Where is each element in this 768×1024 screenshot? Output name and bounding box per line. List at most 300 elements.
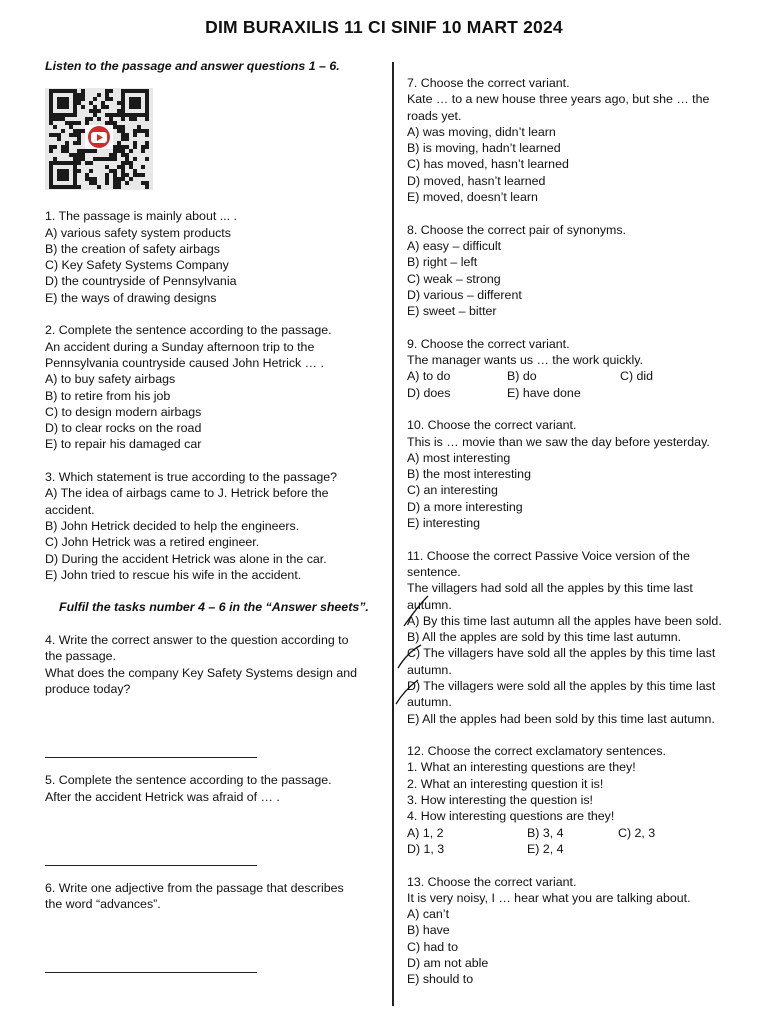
qr-module xyxy=(49,145,53,149)
qr-module xyxy=(65,173,69,177)
option: C) weak – strong xyxy=(407,271,501,286)
qr-module xyxy=(65,161,69,165)
question-stem: autumn. xyxy=(407,597,452,612)
qr-module xyxy=(113,145,117,149)
qr-module xyxy=(73,113,77,117)
qr-module xyxy=(73,153,77,157)
qr-module xyxy=(81,89,85,93)
qr-module xyxy=(125,153,129,157)
option: D) various – different xyxy=(407,287,522,302)
question-4 xyxy=(45,632,378,697)
qr-module xyxy=(137,97,141,101)
qr-module xyxy=(109,89,113,93)
option: E) should to xyxy=(407,972,474,987)
qr-module xyxy=(137,105,141,109)
question-stem: 4. Write the correct answer to the question according to xyxy=(45,633,349,648)
question-stem: 8. Choose the correct pair of synonyms. xyxy=(407,222,627,237)
qr-module xyxy=(121,125,125,129)
qr-module xyxy=(133,117,137,121)
qr-module xyxy=(49,105,53,109)
qr-module xyxy=(145,157,149,161)
option: B) right – left xyxy=(407,255,478,270)
qr-module xyxy=(57,177,61,181)
qr-module xyxy=(85,117,89,121)
qr-module xyxy=(57,169,61,173)
qr-module xyxy=(53,157,57,161)
qr-module xyxy=(69,125,73,129)
qr-module xyxy=(113,153,117,157)
qr-module xyxy=(73,177,77,181)
qr-module xyxy=(145,97,149,101)
option: D) does xyxy=(407,385,451,400)
qr-module xyxy=(57,89,61,93)
option: C) to design modern airbags xyxy=(45,404,202,419)
qr-module xyxy=(57,137,61,141)
qr-module xyxy=(73,105,77,109)
qr-module xyxy=(77,185,81,189)
qr-module xyxy=(81,97,85,101)
question-stem: Kate … to a new house three years ago, but she … the xyxy=(407,92,710,107)
qr-module xyxy=(49,181,53,185)
qr-module xyxy=(129,89,133,93)
option: E) interesting xyxy=(407,516,481,531)
option: C) did xyxy=(620,369,654,384)
qr-module xyxy=(85,161,89,165)
qr-module xyxy=(105,157,109,161)
option: B) the creation of safety airbags xyxy=(45,241,220,256)
qr-module xyxy=(133,101,137,105)
option: D) moved, hasn’t learned xyxy=(407,173,546,188)
option: C) The villagers have sold all the apples by this time last xyxy=(407,646,716,661)
option: B) 3, 4 xyxy=(527,825,564,840)
qr-module xyxy=(61,97,65,101)
qr-module xyxy=(137,125,141,129)
option: A) can’t xyxy=(407,907,450,922)
option: B) do xyxy=(507,369,537,384)
qr-module xyxy=(53,185,57,189)
option: A) By this time last autumn all the apples have been sold. xyxy=(407,613,722,628)
qr-module xyxy=(77,153,81,157)
qr-module xyxy=(53,89,57,93)
qr-module xyxy=(109,157,113,161)
qr-module xyxy=(81,157,85,161)
qr-module xyxy=(145,185,149,189)
qr-module xyxy=(109,121,113,125)
qr-module xyxy=(61,185,65,189)
question-stem: What does the company Key Safety Systems design and xyxy=(45,665,357,680)
qr-module xyxy=(125,133,129,137)
question-stem: The villagers had sold all the apples by this time last xyxy=(407,581,693,596)
qr-module xyxy=(77,149,81,153)
qr-module xyxy=(133,97,137,101)
qr-module xyxy=(69,113,73,117)
question-stem: 13. Choose the correct variant. xyxy=(407,874,577,889)
qr-module xyxy=(121,173,125,177)
column-divider xyxy=(392,62,394,1006)
option: E) 2, 4 xyxy=(527,841,564,856)
qr-module xyxy=(73,181,77,185)
qr-module xyxy=(85,149,89,153)
qr-module xyxy=(73,185,77,189)
qr-module xyxy=(61,105,65,109)
qr-module xyxy=(105,113,109,117)
option: A) to buy safety airbags xyxy=(45,372,176,387)
qr-module xyxy=(49,169,53,173)
right-column xyxy=(407,75,747,988)
question-stem: An accident during a Sunday afternoon trip to the xyxy=(45,339,315,354)
option: E) All the apples had been sold by this time last autumn. xyxy=(407,711,715,726)
page-title: DIM BURAXILIS 11 CI SINIF 10 MART 2024 xyxy=(205,17,563,37)
qr-module xyxy=(113,177,117,181)
qr-module xyxy=(97,185,101,189)
qr-module xyxy=(121,177,125,181)
qr-module xyxy=(121,161,125,165)
question-stem: sentence. xyxy=(407,564,461,579)
question-stem: produce today? xyxy=(45,681,131,696)
qr-module xyxy=(105,89,109,93)
qr-module xyxy=(129,97,133,101)
qr-module xyxy=(105,105,109,109)
qr-module xyxy=(93,177,97,181)
qr-module xyxy=(93,105,97,109)
qr-module xyxy=(109,113,113,117)
qr-module xyxy=(141,129,145,133)
qr-module xyxy=(69,153,73,157)
question-stem: 6. Write one adjective from the passage that describes xyxy=(45,880,344,895)
qr-module xyxy=(65,89,69,93)
question-stem: the passage. xyxy=(45,649,116,664)
qr-module xyxy=(61,173,65,177)
qr-module xyxy=(57,161,61,165)
qr-module xyxy=(73,121,77,125)
qr-module xyxy=(125,157,129,161)
qr-module xyxy=(85,177,89,181)
qr-module xyxy=(117,129,121,133)
qr-module xyxy=(53,117,57,121)
qr-module xyxy=(81,129,85,133)
qr-module xyxy=(105,181,109,185)
option: A) 1, 2 xyxy=(407,825,444,840)
option: A) easy – difficult xyxy=(407,238,502,253)
qr-module xyxy=(53,145,57,149)
qr-module xyxy=(93,113,97,117)
qr-module xyxy=(121,93,125,97)
qr-module xyxy=(65,97,69,101)
qr-module xyxy=(129,149,133,153)
qr-module xyxy=(101,157,105,161)
qr-module xyxy=(129,165,133,169)
qr-module xyxy=(97,157,101,161)
qr-module xyxy=(129,105,133,109)
qr-module xyxy=(93,181,97,185)
qr-module xyxy=(77,133,81,137)
qr-module xyxy=(49,133,53,137)
question-stem: The manager wants us … the work quickly. xyxy=(407,353,643,368)
qr-module xyxy=(133,105,137,109)
qr-module xyxy=(113,157,117,161)
question-stem: 1. The passage is mainly about ... . xyxy=(45,209,237,224)
qr-module xyxy=(121,133,125,137)
option: C) has moved, hasn’t learned xyxy=(407,157,569,172)
qr-module xyxy=(49,93,53,97)
sentence-item: 4. How interesting questions are they! xyxy=(407,809,615,824)
answer-sheet-instruction: Fulfil the tasks number 4 – 6 in the “Answer sheets”. xyxy=(59,600,369,615)
qr-module xyxy=(81,149,85,153)
qr-module xyxy=(61,129,65,133)
qr-module xyxy=(121,113,125,117)
qr-module xyxy=(61,101,65,105)
question-8 xyxy=(407,222,747,320)
qr-module xyxy=(117,101,121,105)
qr-module xyxy=(65,185,69,189)
qr-module xyxy=(133,169,137,173)
qr-module xyxy=(145,93,149,97)
qr-module xyxy=(121,145,125,149)
qr-module xyxy=(145,129,149,133)
option: C) John Hetrick was a retired engineer. xyxy=(45,535,260,550)
qr-module xyxy=(137,89,141,93)
qr-module xyxy=(117,109,121,113)
qr-module xyxy=(57,101,61,105)
question-1 xyxy=(45,208,378,306)
qr-module xyxy=(117,177,121,181)
qr-module xyxy=(121,169,125,173)
option: D) 1, 3 xyxy=(407,841,445,856)
qr-module xyxy=(73,157,77,161)
option: E) sweet – bitter xyxy=(407,304,497,319)
qr-module xyxy=(105,173,109,177)
qr-module xyxy=(77,161,81,165)
qr-module xyxy=(49,121,53,125)
qr-module xyxy=(141,181,145,185)
qr-module xyxy=(65,177,69,181)
question-3 xyxy=(45,469,378,583)
qr-module xyxy=(77,157,81,161)
qr-module xyxy=(61,113,65,117)
option: B) to retire from his job xyxy=(45,388,171,403)
left-column xyxy=(45,58,378,973)
qr-module xyxy=(101,101,105,105)
qr-module xyxy=(69,161,73,165)
qr-module xyxy=(125,181,129,185)
qr-module xyxy=(69,185,73,189)
qr-module xyxy=(125,113,129,117)
option-row xyxy=(407,841,747,857)
qr-module xyxy=(113,173,117,177)
option: E) moved, doesn’t learn xyxy=(407,190,538,205)
option: B) John Hetrick decided to help the engineers. xyxy=(45,518,300,533)
qr-module xyxy=(129,113,133,117)
qr-module xyxy=(133,133,137,137)
qr-module xyxy=(137,101,141,105)
qr-module xyxy=(61,89,65,93)
qr-module xyxy=(113,169,117,173)
qr-module xyxy=(97,109,101,113)
qr-code-image xyxy=(45,88,153,190)
qr-module xyxy=(49,165,53,169)
qr-module xyxy=(137,129,141,133)
qr-module xyxy=(133,157,137,161)
qr-module xyxy=(69,133,73,137)
qr-module xyxy=(73,89,77,93)
qr-module xyxy=(53,113,57,117)
qr-module xyxy=(125,137,129,141)
qr-module xyxy=(133,113,137,117)
qr-module xyxy=(85,173,89,177)
question-6 xyxy=(45,880,378,913)
question-stem: 9. Choose the correct variant. xyxy=(407,336,570,351)
question-11 xyxy=(407,548,747,727)
qr-module xyxy=(77,141,81,145)
qr-module xyxy=(77,121,81,125)
qr-module xyxy=(145,105,149,109)
qr-module xyxy=(105,177,109,181)
qr-module xyxy=(121,89,125,93)
question-stem: 3. Which statement is true according to the passage? xyxy=(45,470,338,485)
option-row xyxy=(407,368,747,384)
qr-module xyxy=(113,125,117,129)
qr-module xyxy=(65,145,69,149)
qr-module xyxy=(93,149,97,153)
qr-module xyxy=(125,89,129,93)
option: D) to clear rocks on the road xyxy=(45,421,202,436)
option: D) the countryside of Pennsylvania xyxy=(45,274,237,289)
qr-module xyxy=(73,109,77,113)
option: D) During the accident Hetrick was alone in the car. xyxy=(45,551,327,566)
question-stem: After the accident Hetrick was afraid of … . xyxy=(45,789,280,804)
qr-module xyxy=(129,101,133,105)
option: A) to do xyxy=(407,369,451,384)
qr-code[interactable] xyxy=(45,88,153,190)
qr-module xyxy=(77,101,81,105)
qr-module xyxy=(121,149,125,153)
answer-line-6[interactable] xyxy=(45,972,257,973)
option: C) had to xyxy=(407,939,458,954)
qr-module xyxy=(109,169,113,173)
qr-module xyxy=(97,117,101,121)
qr-module xyxy=(73,101,77,105)
qr-module xyxy=(133,141,137,145)
qr-module xyxy=(57,173,61,177)
listening-instruction: Listen to the passage and answer questions 1 – 6. xyxy=(45,59,340,73)
qr-module xyxy=(49,117,53,121)
qr-module xyxy=(57,133,61,137)
qr-module xyxy=(109,153,113,157)
qr-module xyxy=(73,141,77,145)
qr-module xyxy=(77,137,81,141)
qr-module xyxy=(89,181,93,185)
qr-module xyxy=(73,161,77,165)
qr-module xyxy=(89,177,93,181)
qr-module xyxy=(137,173,141,177)
qr-module xyxy=(89,169,93,173)
option: A) most interesting xyxy=(407,450,511,465)
question-stem: the word “advances”. xyxy=(45,897,161,912)
qr-module xyxy=(137,113,141,117)
qr-module xyxy=(105,165,109,169)
qr-module xyxy=(121,137,125,141)
option-row xyxy=(407,385,747,401)
qr-module xyxy=(77,97,81,101)
qr-module xyxy=(77,129,81,133)
option: D) a more interesting xyxy=(407,499,523,514)
qr-module xyxy=(109,97,113,101)
qr-module xyxy=(113,149,117,153)
option: accident. xyxy=(45,502,95,517)
qr-module xyxy=(117,113,121,117)
qr-module xyxy=(141,89,145,93)
qr-module xyxy=(85,121,89,125)
qr-module xyxy=(65,149,69,153)
question-2 xyxy=(45,322,378,452)
question-stem: It is very noisy, I … hear what you are talking about. xyxy=(407,890,691,905)
qr-module xyxy=(49,113,53,117)
qr-module xyxy=(117,149,121,153)
qr-module xyxy=(89,149,93,153)
qr-module xyxy=(141,149,145,153)
qr-module xyxy=(73,129,77,133)
option: autumn. xyxy=(407,662,452,677)
qr-module xyxy=(57,113,61,117)
qr-module xyxy=(141,113,145,117)
question-stem: This is … movie than we saw the day before yesterday. xyxy=(407,434,710,449)
qr-module xyxy=(65,121,69,125)
qr-module xyxy=(69,89,73,93)
question-stem: 12. Choose the correct exclamatory sentences. xyxy=(407,744,666,759)
qr-module xyxy=(49,109,53,113)
option: E) the ways of drawing designs xyxy=(45,290,217,305)
qr-module xyxy=(145,89,149,93)
question-10 xyxy=(407,417,747,531)
qr-module xyxy=(133,89,137,93)
option: autumn. xyxy=(407,695,452,710)
qr-module xyxy=(117,185,121,189)
qr-module xyxy=(129,161,133,165)
option: B) the most interesting xyxy=(407,467,531,482)
qr-module xyxy=(121,101,125,105)
sentence-item: 3. How interesting the question is! xyxy=(407,793,593,808)
qr-module xyxy=(53,161,57,165)
qr-module xyxy=(49,185,53,189)
qr-module xyxy=(69,121,73,125)
qr-module xyxy=(61,169,65,173)
qr-module xyxy=(117,145,121,149)
option: D) am not able xyxy=(407,956,489,971)
qr-module xyxy=(81,105,85,109)
qr-module xyxy=(145,117,149,121)
qr-module xyxy=(117,125,121,129)
qr-module xyxy=(113,113,117,117)
qr-module xyxy=(125,173,129,177)
question-stem: 5. Complete the sentence according to the passage. xyxy=(45,773,332,788)
qr-module xyxy=(65,169,69,173)
qr-module xyxy=(61,149,65,153)
qr-module xyxy=(73,169,77,173)
qr-module xyxy=(129,117,133,121)
question-stem: 2. Complete the sentence according to the passage. xyxy=(45,323,332,338)
qr-module xyxy=(105,93,109,97)
qr-module xyxy=(65,101,69,105)
qr-module xyxy=(145,145,149,149)
qr-module xyxy=(117,165,121,169)
qr-module xyxy=(101,105,105,109)
qr-module xyxy=(97,93,101,97)
qr-module xyxy=(89,161,93,165)
qr-module xyxy=(121,97,125,101)
qr-module xyxy=(121,117,125,121)
qr-module xyxy=(49,161,53,165)
qr-module xyxy=(89,117,93,121)
